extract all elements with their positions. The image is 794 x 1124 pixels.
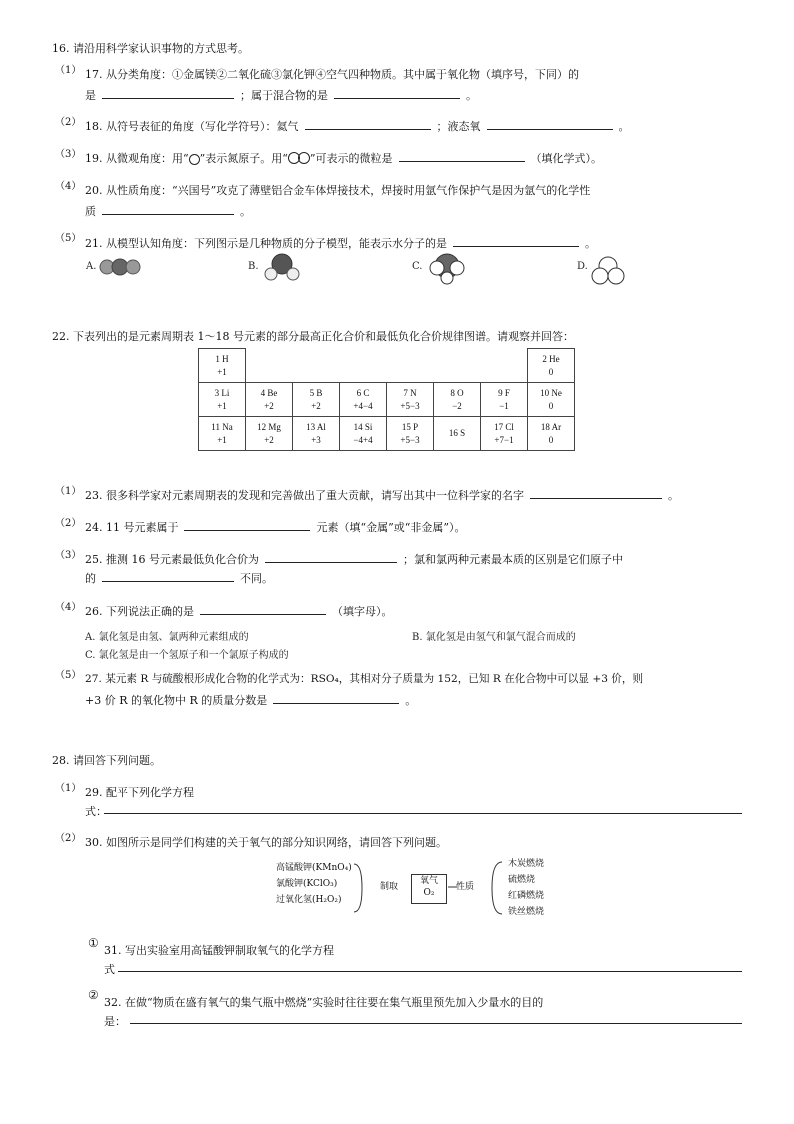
answer-blank[interactable] xyxy=(102,580,234,582)
answer-blank[interactable] xyxy=(273,702,399,704)
empty-cell xyxy=(481,349,528,383)
option-c-label: C. xyxy=(412,261,423,272)
part-mark: （1） xyxy=(55,65,82,76)
q21-text: 21. 从模型认知角度：下列图示是几种物质的分子模型，能表示水分子的是 xyxy=(85,237,447,250)
element-cell: 9 F −1 xyxy=(481,383,528,417)
element-cell: 4 Be +2 xyxy=(246,383,293,417)
q21-line xyxy=(85,235,596,251)
q20-text: 20. 从性质角度：“兴国号”攻克了薄壁铝合金车体焊接技术，焊接时用氩气作保护气是因为氩气的化学性 xyxy=(85,184,591,197)
molecule-c-icon[interactable] xyxy=(426,250,468,286)
element-cell: 13 Al +3 xyxy=(293,417,340,451)
empty-cell xyxy=(434,349,481,383)
q31-text: 31. 写出实验室用高锰酸钾制取氧气的化学方程 xyxy=(104,944,334,957)
q19-line xyxy=(85,150,602,167)
part-mark: （5） xyxy=(55,233,82,244)
nitrogen-atom-icon xyxy=(189,154,200,165)
q25-line2 xyxy=(85,570,273,586)
q23-text: 23. 很多科学家对元素周期表的发现和完善做出了重大贡献，请写出其中一位科学家的名字 xyxy=(85,489,524,502)
q29-shi: 式： xyxy=(85,805,107,818)
part-mark: （1） xyxy=(55,486,82,497)
q19-text2: ”表示氮原子。用“ xyxy=(199,152,288,165)
oxygen-formula: O₂ xyxy=(423,888,435,898)
q29-text: 29. 配平下列化学方程 xyxy=(85,786,194,799)
part-mark: （3） xyxy=(55,550,82,561)
q27-text: 27. 某元素 R 与硫酸根形成化合物的化学式为：RSO₄，其相对分子质量为 152，已知 R 在化合物中可以显 +3 价，则 xyxy=(85,673,644,685)
periodic-table xyxy=(198,348,575,451)
q18-liquid-oxygen: ；液态氧 xyxy=(436,120,481,133)
q19-end: （填化学式）。 xyxy=(530,152,602,165)
element-cell: 10 Ne 0 xyxy=(528,383,575,417)
answer-blank[interactable] xyxy=(334,97,460,99)
molecule-b-icon[interactable] xyxy=(262,252,302,282)
q19-text: 19. 从微观角度：用“ xyxy=(85,152,189,165)
q18-text: 18. 从符号表征的角度（写化学符号）：氦气 xyxy=(85,120,299,133)
reaction-sulfur: 硫燃烧 xyxy=(508,875,536,885)
q23-end: 。 xyxy=(668,489,679,502)
answer-blank[interactable] xyxy=(265,561,397,563)
part-mark: （2） xyxy=(55,117,82,128)
answer-blank[interactable] xyxy=(530,497,662,499)
element-cell: 16 S xyxy=(434,417,481,451)
element-cell: 15 P +5−3 xyxy=(387,417,434,451)
q17-shi: 是 xyxy=(85,89,96,102)
oxygen-sources xyxy=(276,860,352,908)
make-label: 制取 xyxy=(380,882,399,892)
empty-cell xyxy=(387,349,434,383)
option-d-label: D. xyxy=(577,261,588,272)
q27-end: 。 xyxy=(405,694,417,707)
part-mark: （3） xyxy=(55,149,82,160)
reaction-phosphorus: 红磷燃烧 xyxy=(508,891,545,901)
q18-line xyxy=(85,118,630,134)
sub-mark-1: ① xyxy=(88,936,99,950)
answer-blank[interactable] xyxy=(102,213,234,215)
q18-end: 。 xyxy=(618,120,630,133)
q25-text2: ；氯和氯两种元素最本质的区别是它们原子中 xyxy=(402,553,623,566)
q19-text3: ”可表示的微粒是 xyxy=(309,152,393,165)
oxygen-box xyxy=(411,874,447,904)
q25-end: 不同。 xyxy=(240,572,273,585)
element-cell: 11 Na +1 xyxy=(199,417,246,451)
part-mark: （2） xyxy=(55,518,82,529)
empty-cell xyxy=(293,349,340,383)
answer-blank[interactable] xyxy=(184,529,310,531)
reaction-carbon: 木炭燃烧 xyxy=(508,859,545,869)
q25-de: 的 xyxy=(85,572,96,585)
q31-shi: 式 xyxy=(104,963,115,976)
q30-text: 30. 如图所示是同学们构建的关于氧气的部分知识网络，请回答下列问题。 xyxy=(85,836,447,849)
empty-cell xyxy=(246,349,293,383)
q24-end: 元素（填“金属”或“非金属”）。 xyxy=(316,521,466,534)
q26-option-b[interactable]: B. 氯化氢是由氢气和氯气混合而成的 xyxy=(412,632,576,643)
sub-mark-2: ② xyxy=(88,988,99,1002)
answer-blank[interactable] xyxy=(102,97,234,99)
q28-title: 28. 请回答下列问题。 xyxy=(52,754,161,767)
answer-line[interactable] xyxy=(118,971,742,972)
answer-blank[interactable] xyxy=(399,160,525,162)
option-b-label: B. xyxy=(248,261,259,272)
source-kmno4: 高锰酸钾(KMnO₄) xyxy=(276,863,352,873)
q23-line xyxy=(85,487,679,503)
q25-line xyxy=(85,551,623,567)
element-cell: 5 B +2 xyxy=(293,383,340,417)
option-a-label: A. xyxy=(86,261,97,272)
part-mark: （4） xyxy=(55,181,82,192)
q27-text2: +3 价 R 的氧化物中 R 的质量分数是 xyxy=(85,694,268,707)
empty-cell xyxy=(340,349,387,383)
q32-text: 32. 在做“物质在盛有氧气的集气瓶中燃烧”实验时往往要在集气瓶里预先加入少量水的目的 xyxy=(104,996,544,1009)
q26-end: （填字母）。 xyxy=(332,605,393,618)
answer-line[interactable] xyxy=(104,813,742,814)
part-mark: （4） xyxy=(55,602,82,613)
part-mark: （1） xyxy=(55,783,82,794)
q20-zhi: 质 xyxy=(85,205,96,218)
q27-line2 xyxy=(85,692,416,708)
oxygen-reactions xyxy=(508,856,544,920)
reaction-iron: 铁丝燃烧 xyxy=(508,907,545,917)
answer-line[interactable] xyxy=(130,1023,742,1024)
element-cell: 2 He 0 xyxy=(528,349,575,383)
answer-blank[interactable] xyxy=(305,128,431,130)
element-cell: 6 C +4−4 xyxy=(340,383,387,417)
q17-text: 17. 从分类角度：①金属镁②二氧化硫③氯化钾④空气四种物质。其中属于氧化物（填序号，下同）的 xyxy=(85,68,579,81)
q17-end: 。 xyxy=(466,89,477,102)
q24-text: 24. 11 号元素属于 xyxy=(85,521,179,534)
property-label: 性质 xyxy=(456,882,475,892)
element-cell: 18 Ar 0 xyxy=(528,417,575,451)
oxygen-name: 氧气 xyxy=(419,876,438,886)
q17-line2 xyxy=(85,87,477,103)
answer-blank[interactable] xyxy=(487,128,613,130)
part-mark: （5） xyxy=(55,670,82,681)
molecule-d-icon[interactable] xyxy=(590,254,626,288)
q17-mixture: ；属于混合物的是 xyxy=(240,89,328,102)
q22-title: 22. 下表列出的是元素周期表 1～18 号元素的部分最高正化合价和最低负化合价规律图谱。请观察并回答： xyxy=(52,330,574,343)
part-mark: （2） xyxy=(55,833,82,844)
molecule-a-icon[interactable] xyxy=(98,256,142,278)
element-cell: 3 Li +1 xyxy=(199,383,246,417)
element-cell: 17 Cl +7−1 xyxy=(481,417,528,451)
q32-shi: 是： xyxy=(104,1015,126,1028)
q16-title: 16. 请沿用科学家认识事物的方式思考。 xyxy=(52,42,249,55)
q26-option-a[interactable]: A. 氯化氢是由氢、氯两种元素组成的 xyxy=(85,632,249,643)
source-kclo3: 氯酸钾(KClO₃) xyxy=(276,879,338,889)
nitrogen-molecule-icon xyxy=(288,152,310,167)
answer-blank[interactable] xyxy=(200,613,326,615)
answer-blank[interactable] xyxy=(453,245,579,247)
q26-line xyxy=(85,603,393,619)
element-cell: 12 Mg +2 xyxy=(246,417,293,451)
source-h2o2: 过氧化氢(H₂O₂) xyxy=(276,895,342,905)
q26-text: 26. 下列说法正确的是 xyxy=(85,605,194,618)
q20-line2 xyxy=(85,203,251,219)
element-cell: 14 Si −4+4 xyxy=(340,417,387,451)
element-cell: 1 H +1 xyxy=(199,349,246,383)
element-cell: 7 N +5−3 xyxy=(387,383,434,417)
element-cell: 8 O −2 xyxy=(434,383,481,417)
q26-option-c[interactable]: C. 氯化氢是由一个氢原子和一个氯原子构成的 xyxy=(85,650,289,661)
q25-text: 25. 推测 16 号元素最低负化合价为 xyxy=(85,553,259,566)
q21-end: 。 xyxy=(585,237,596,250)
q20-end: 。 xyxy=(240,205,251,218)
q24-line xyxy=(85,519,465,535)
